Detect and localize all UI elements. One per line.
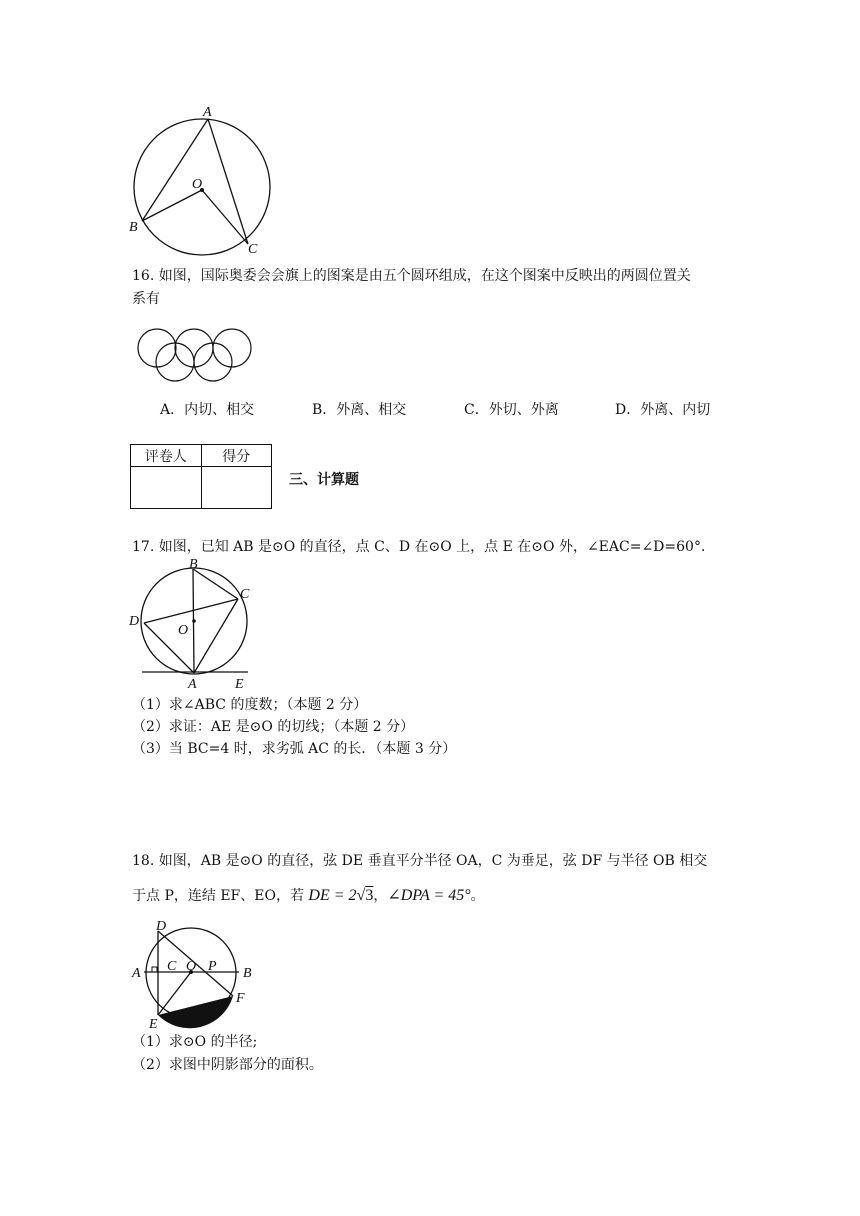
- q16-option-d: D．外离、内切: [615, 402, 711, 418]
- label-e: E: [149, 1017, 158, 1030]
- label-o: O: [192, 177, 203, 192]
- score-cell-score: [201, 467, 272, 509]
- radius-ob: [142, 190, 202, 221]
- q17-part-3: （3）当 BC=4 时，求劣弧 AC 的长．（本题 3 分）: [132, 741, 457, 757]
- q16-text-line1: 16. 如图，国际奥委会会旗上的图案是由五个圆环组成，在这个图案中反映出的两圆位置关: [132, 268, 691, 284]
- q18-text-line2: [132, 886, 485, 906]
- q16-option-b: B．外离、相交: [312, 402, 407, 418]
- label-a: A: [132, 966, 141, 981]
- q18-part-2: （2）求图中阴影部分的面积。: [132, 1057, 323, 1073]
- chord-ac: [208, 119, 248, 244]
- label-d: D: [156, 919, 167, 934]
- q17-part-1: （1）求∠ABC 的度数；（本题 2 分）: [132, 697, 368, 713]
- label-e: E: [235, 677, 244, 690]
- label-o: O: [186, 959, 197, 974]
- label-f: F: [236, 991, 245, 1006]
- figure-q18: [128, 918, 268, 1030]
- radius-oc: [202, 190, 248, 244]
- q18-period: 。: [470, 888, 485, 904]
- label-a: A: [203, 105, 212, 120]
- chord-dc: [144, 599, 238, 623]
- figure-q17: [124, 555, 264, 690]
- q18-text-prefix: 于点 P，连结 EF、EO，若: [132, 888, 309, 904]
- section-title: 三、计算题: [289, 472, 359, 488]
- q16-option-a: A．内切、相交: [160, 402, 255, 418]
- label-d: D: [129, 614, 140, 629]
- q18-comma: ，: [373, 888, 388, 904]
- label-b: B: [189, 557, 198, 572]
- label-c: C: [240, 587, 250, 602]
- q18-text-line1: 18. 如图，AB 是⊙O 的直径，弦 DE 垂直平分半径 OA，C 为垂足，弦 DF 与半径 OB 相交: [132, 853, 708, 869]
- q17-part-2: （2）求证：AE 是⊙O 的切线；（本题 2 分）: [132, 719, 415, 735]
- score-table: [130, 444, 272, 509]
- chord-ac: [194, 599, 238, 673]
- label-b: B: [243, 966, 252, 981]
- label-c: C: [167, 959, 177, 974]
- figure-q15: [125, 100, 285, 260]
- score-header-score: 得分: [201, 445, 272, 467]
- q18-angle-equation: ∠DPA = 45°: [387, 887, 471, 904]
- label-a: A: [188, 677, 197, 690]
- q18-part-1: （1）求⊙O 的半径;: [132, 1034, 258, 1050]
- label-o: O: [178, 623, 189, 638]
- right-angle-mark: [152, 967, 157, 972]
- label-c: C: [248, 242, 258, 257]
- q18-de-equation: DE = 2: [308, 887, 357, 904]
- sqrt-sign: √: [356, 887, 366, 904]
- q18-de-root: 3: [365, 887, 374, 904]
- chord-ab: [142, 119, 208, 221]
- center-dot: [192, 619, 196, 623]
- figure-olympic-rings: [130, 326, 260, 386]
- q17-text: 17. 如图，已知 AB 是⊙O 的直径，点 C、D 在⊙O 上，点 E 在⊙O 外，∠EAC=∠D=60°．: [132, 539, 715, 555]
- q16-option-c: C．外切、外离: [464, 402, 559, 418]
- q16-text-line2: 系有: [132, 291, 160, 307]
- ring-1: [138, 329, 176, 367]
- label-b: B: [129, 220, 138, 235]
- label-p: P: [208, 959, 217, 974]
- score-cell-grader: [131, 467, 202, 509]
- score-header-grader: 评卷人: [131, 445, 202, 467]
